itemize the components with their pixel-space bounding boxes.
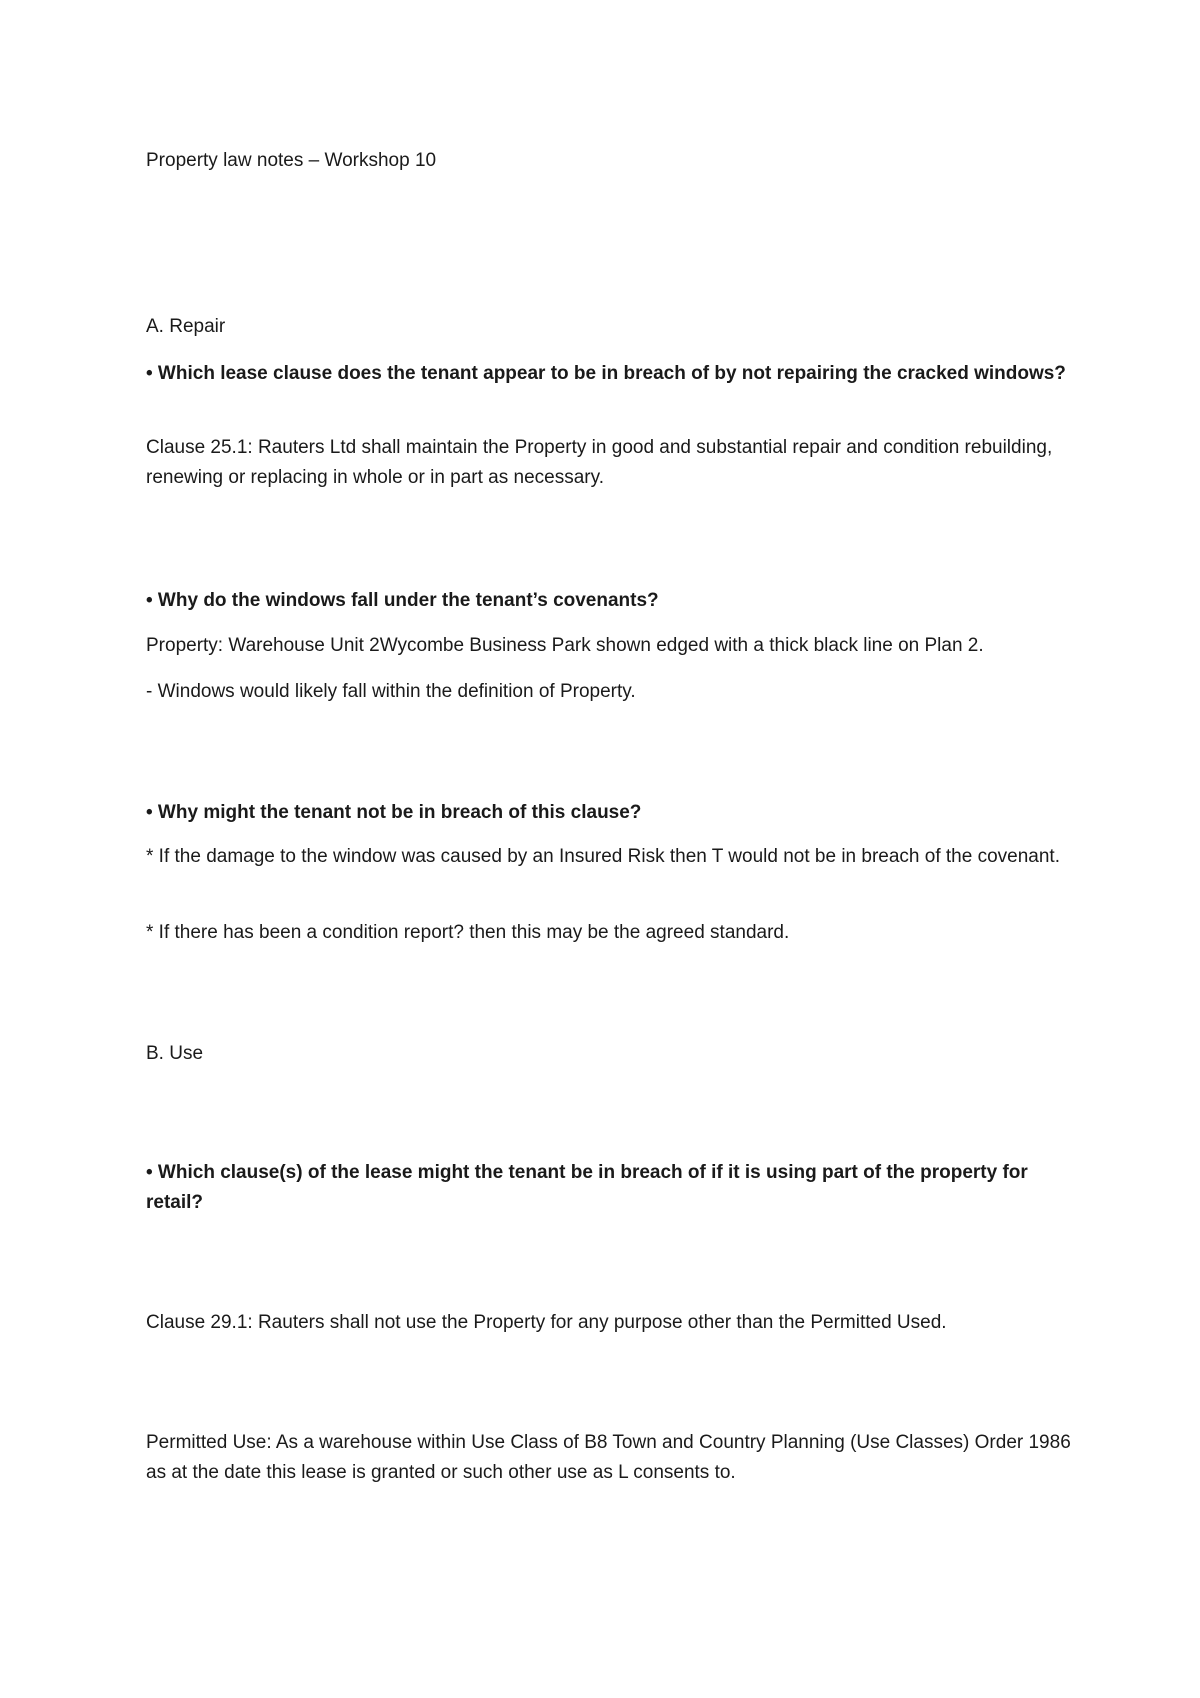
section-a-question-3: • Why might the tenant not be in breach of this clause? <box>146 802 642 823</box>
section-a-answer-2-line-1: Property: Warehouse Unit 2Wycombe Business Park shown edged with a thick black line on Plan 2. <box>146 635 984 656</box>
section-b-answer-2: Permitted Use: As a warehouse within Use Class of B8 Town and Country Planning (Use Classes) Order 1986 as at the date this lease is granted or such other use as L consents to. <box>146 1432 1071 1483</box>
section-b-question-1: • Which clause(s) of the lease might the tenant be in breach of if it is using part of the property for retail? <box>146 1162 1028 1213</box>
section-a-question-1: • Which lease clause does the tenant appear to be in breach of by not repairing the cracked windows? <box>146 363 1066 384</box>
section-b-answer-1: Clause 29.1: Rauters shall not use the Property for any purpose other than the Permitted Used. <box>146 1312 947 1333</box>
section-b-heading: B. Use <box>146 1043 204 1064</box>
section-a-answer-3-line-2: * If there has been a condition report? then this may be the agreed standard. <box>146 922 790 943</box>
section-a-answer-2-line-2: - Windows would likely fall within the definition of Property. <box>146 681 636 702</box>
section-a-answer-1: Clause 25.1: Rauters Ltd shall maintain the Property in good and substantial repair and condition rebuilding, renewing or replacing in whole or in part as necessary. <box>146 437 1053 488</box>
section-a-heading: A. Repair <box>146 316 226 337</box>
section-a-question-2: • Why do the windows fall under the tenant’s covenants? <box>146 590 659 611</box>
document-title: Property law notes – Workshop 10 <box>146 150 437 171</box>
section-a-answer-3-line-1: * If the damage to the window was caused by an Insured Risk then T would not be in breach of the covenant. <box>146 846 1060 867</box>
